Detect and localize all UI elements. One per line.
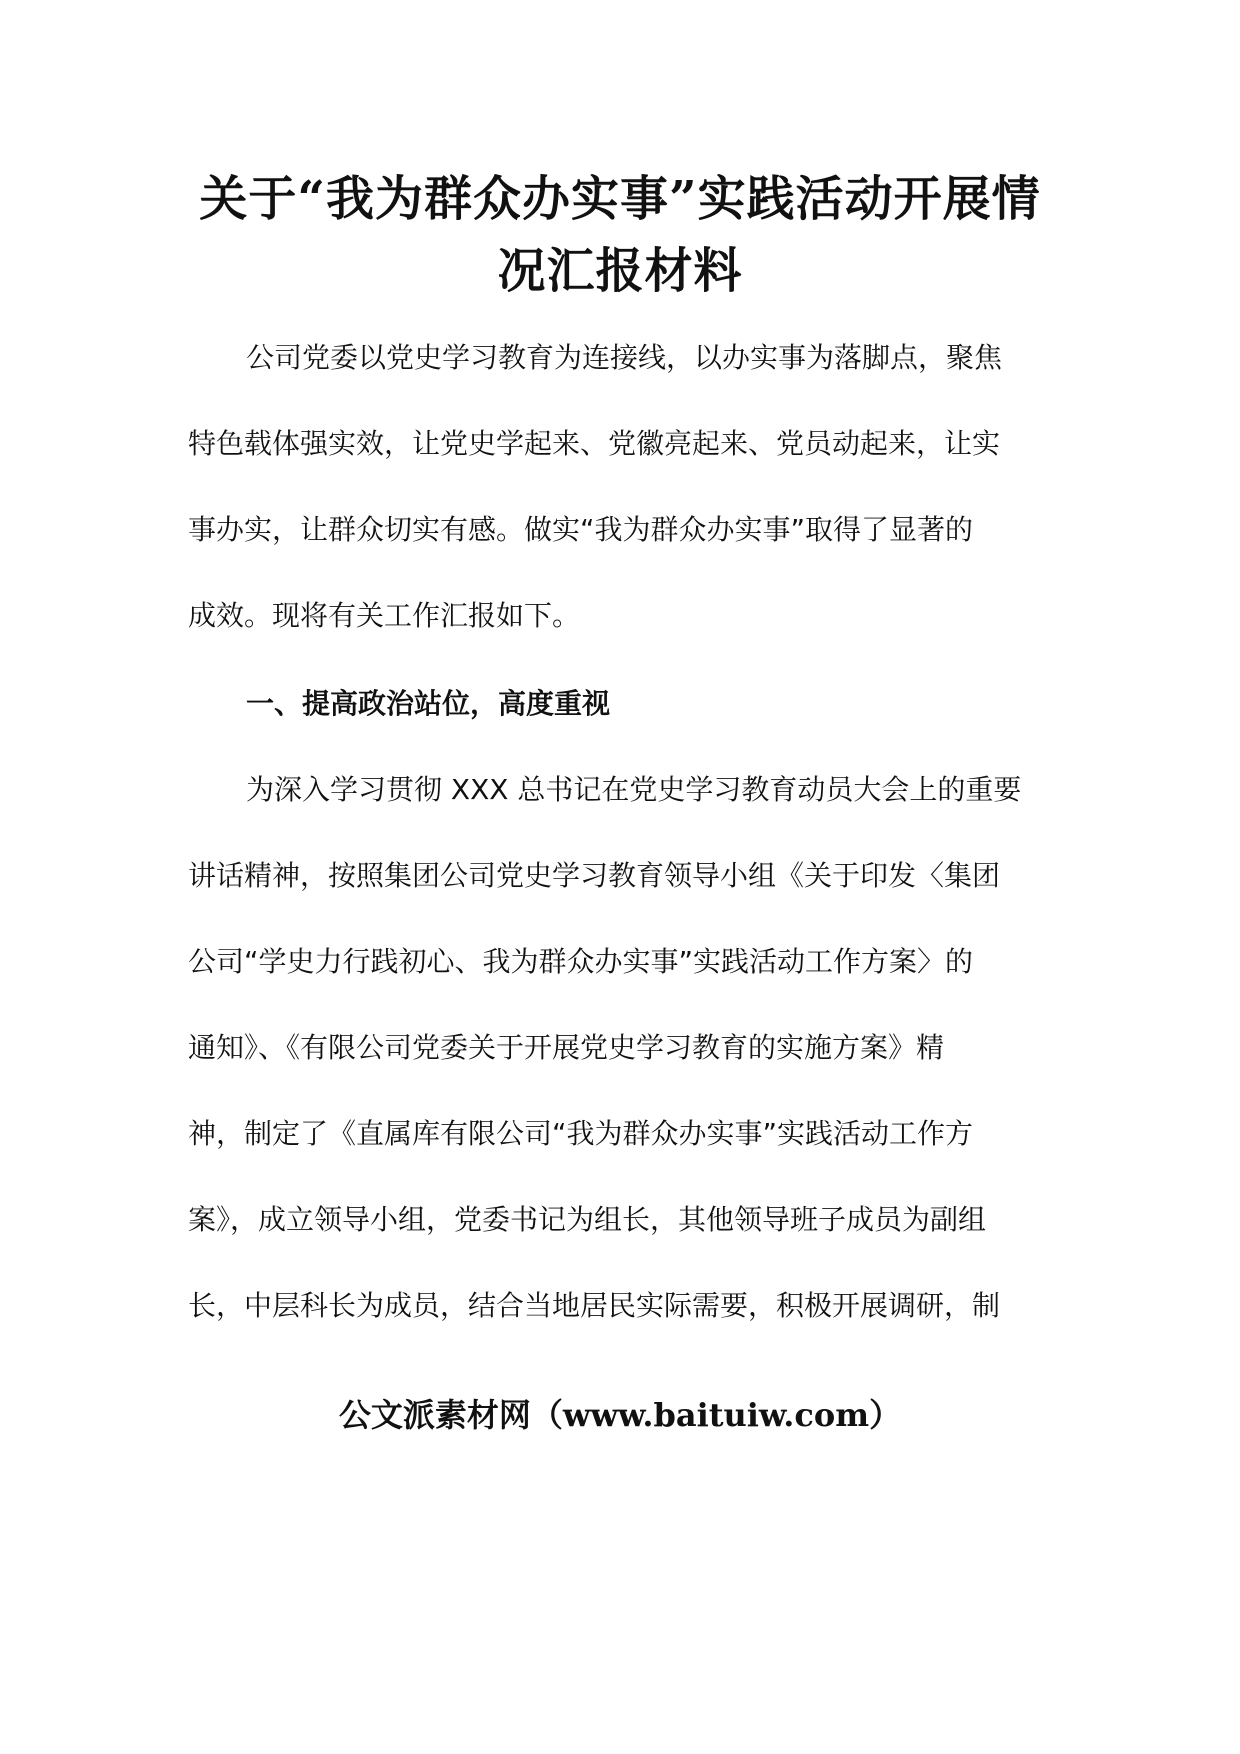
footer-watermark: 公文派素材网（www.baituiw.com）: [338, 1396, 902, 1434]
paragraph-line: 为深入学习贯彻 XXX 总书记在党史学习教育动员大会上的重要: [246, 773, 1022, 806]
paragraph-line: 公司“学史力行践初心、我为群众办实事”实践活动工作方案〉的: [188, 945, 974, 978]
paragraph-line: 通知》、《有限公司党委关于开展党史学习教育的实施方案》精: [188, 1031, 945, 1064]
section-heading: 一、提高政治站位，高度重视: [246, 687, 611, 720]
paragraph-line: 讲话精神，按照集团公司党史学习教育领导小组《关于印发〈集团: [188, 859, 1001, 892]
paragraph-line: 特色载体强实效，让党史学起来、党徽亮起来、党员动起来，让实: [188, 427, 1001, 460]
paragraph-line: 长，中层科长为成员，结合当地居民实际需要，积极开展调研，制: [188, 1289, 1001, 1322]
paragraph-line: 事办实，让群众切实有感。做实“我为群众办实事”取得了显著的: [188, 513, 974, 546]
paragraph-line: 案》，成立领导小组，党委书记为组长，其他领导班子成员为副组: [188, 1203, 987, 1236]
title-line-2: 况汇报材料: [497, 243, 743, 299]
paragraph-line: 成效。现将有关工作汇报如下。: [188, 599, 581, 632]
paragraph-line: 公司党委以党史学习教育为连接线，以办实事为落脚点，聚焦: [246, 341, 1003, 374]
title-line-1: 关于“我为群众办实事”实践活动开展情: [199, 171, 1041, 227]
paragraph-line: 神，制定了《直属库有限公司“我为群众办实事”实践活动工作方: [188, 1117, 974, 1150]
